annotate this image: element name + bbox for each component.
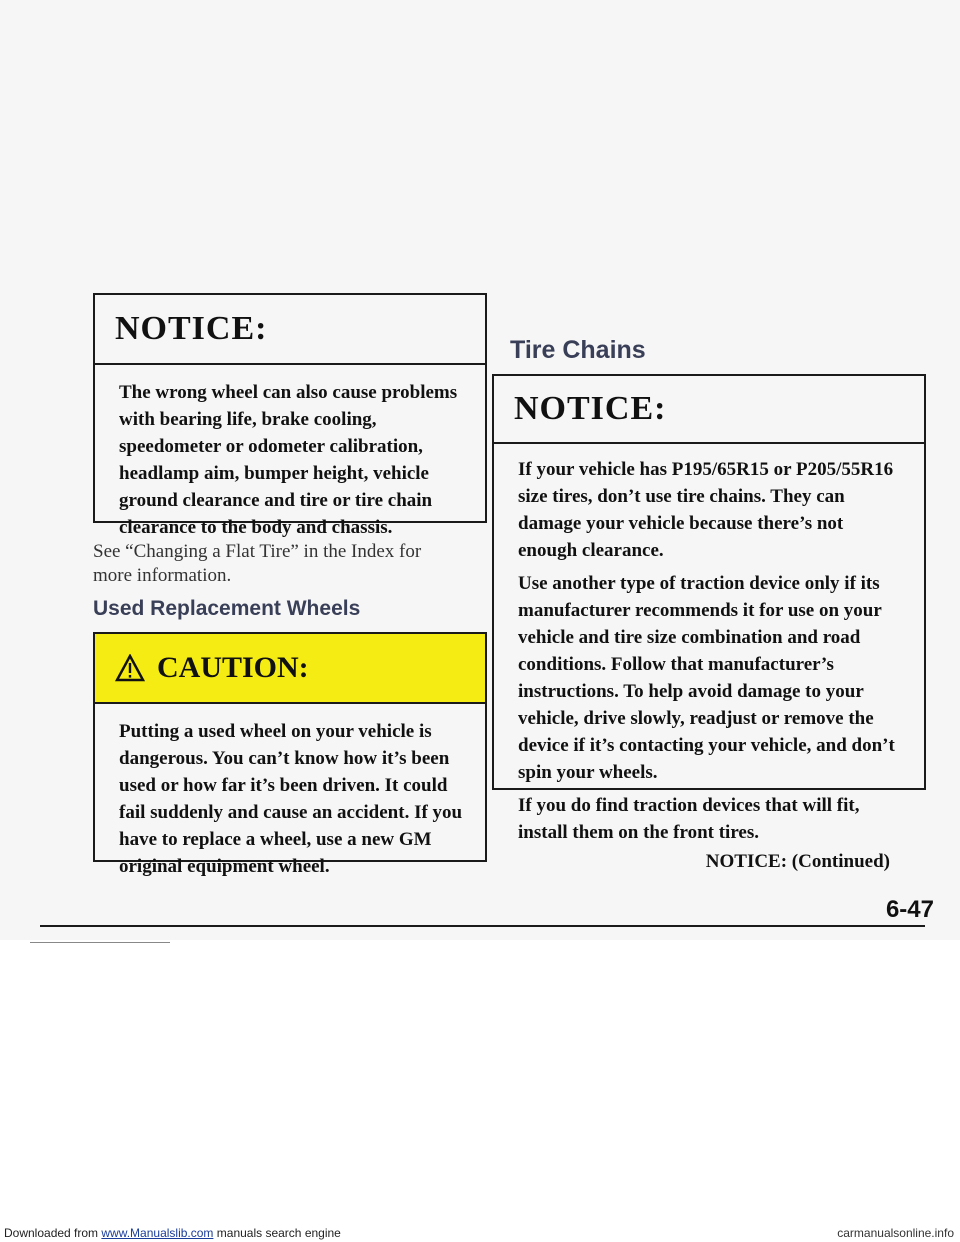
caution-body xyxy=(95,704,485,896)
page-number: 6-47 xyxy=(885,896,934,923)
left-notice-body xyxy=(95,365,485,557)
warning-triangle-icon xyxy=(115,654,145,682)
right-notice-body xyxy=(494,444,924,885)
right-notice-paragraph-2: Use another type of traction device only if its manufacturer recommends it for use on your vehicle and tire size combination and road conditions. Follow that manufacturer’s instructions. To help avoid damage to your vehicle, drive slowly, readjust or remove the device if it’s contacting your vehicle, and don’t spin your wheels. xyxy=(518,573,895,783)
watermark-text: carmanualsonline.info xyxy=(837,1226,954,1240)
right-notice-title: NOTICE: xyxy=(514,390,667,427)
notice-continued-label: NOTICE: (Continued) xyxy=(705,851,890,872)
left-notice-title: NOTICE: xyxy=(115,310,268,347)
see-changing-flat-tire-text: See “Changing a Flat Tire” in the Index for more information. xyxy=(93,541,422,586)
tire-chains-heading: Tire Chains xyxy=(510,336,646,364)
scan-artifact-line xyxy=(30,942,170,943)
manualslib-link[interactable]: www.Manualslib.com xyxy=(101,1226,214,1240)
right-notice-paragraph-3: If you do find traction devices that will fit, install them on the front tires. xyxy=(518,795,860,843)
footer-rule xyxy=(40,925,925,927)
right-notice-box xyxy=(492,374,926,872)
footer-suffix: manuals search engine xyxy=(213,1226,341,1240)
download-footer xyxy=(4,1226,341,1240)
left-notice-box xyxy=(93,293,487,538)
right-notice-header xyxy=(494,376,924,444)
caution-header xyxy=(95,634,485,704)
left-notice-header xyxy=(95,295,485,365)
caution-title-group xyxy=(115,651,309,685)
left-notice-text: The wrong wheel can also cause problems with bearing life, brake cooling, speedometer or odometer calibration, headlamp aim, bumper height, vehicle ground clearance and tire or tire chain clearance to the body and chassis. xyxy=(119,382,458,538)
caution-text: Putting a used wheel on your vehicle is dangerous. You can’t know how it’s been used or how far it’s been driven. It could fail suddenly and cause an accident. If you have to replace a wheel, use a new GM original equipment wheel. xyxy=(119,721,463,877)
used-replacement-wheels-heading: Used Replacement Wheels xyxy=(93,597,361,620)
caution-title: CAUTION: xyxy=(157,651,309,684)
right-notice-paragraph-1: If your vehicle has P195/65R15 or P205/55R16 size tires, don’t use tire chains. They can damage your vehicle because there’s not enough clearance. xyxy=(518,459,894,561)
footer-prefix: Downloaded from xyxy=(4,1226,102,1240)
caution-box xyxy=(93,632,487,877)
